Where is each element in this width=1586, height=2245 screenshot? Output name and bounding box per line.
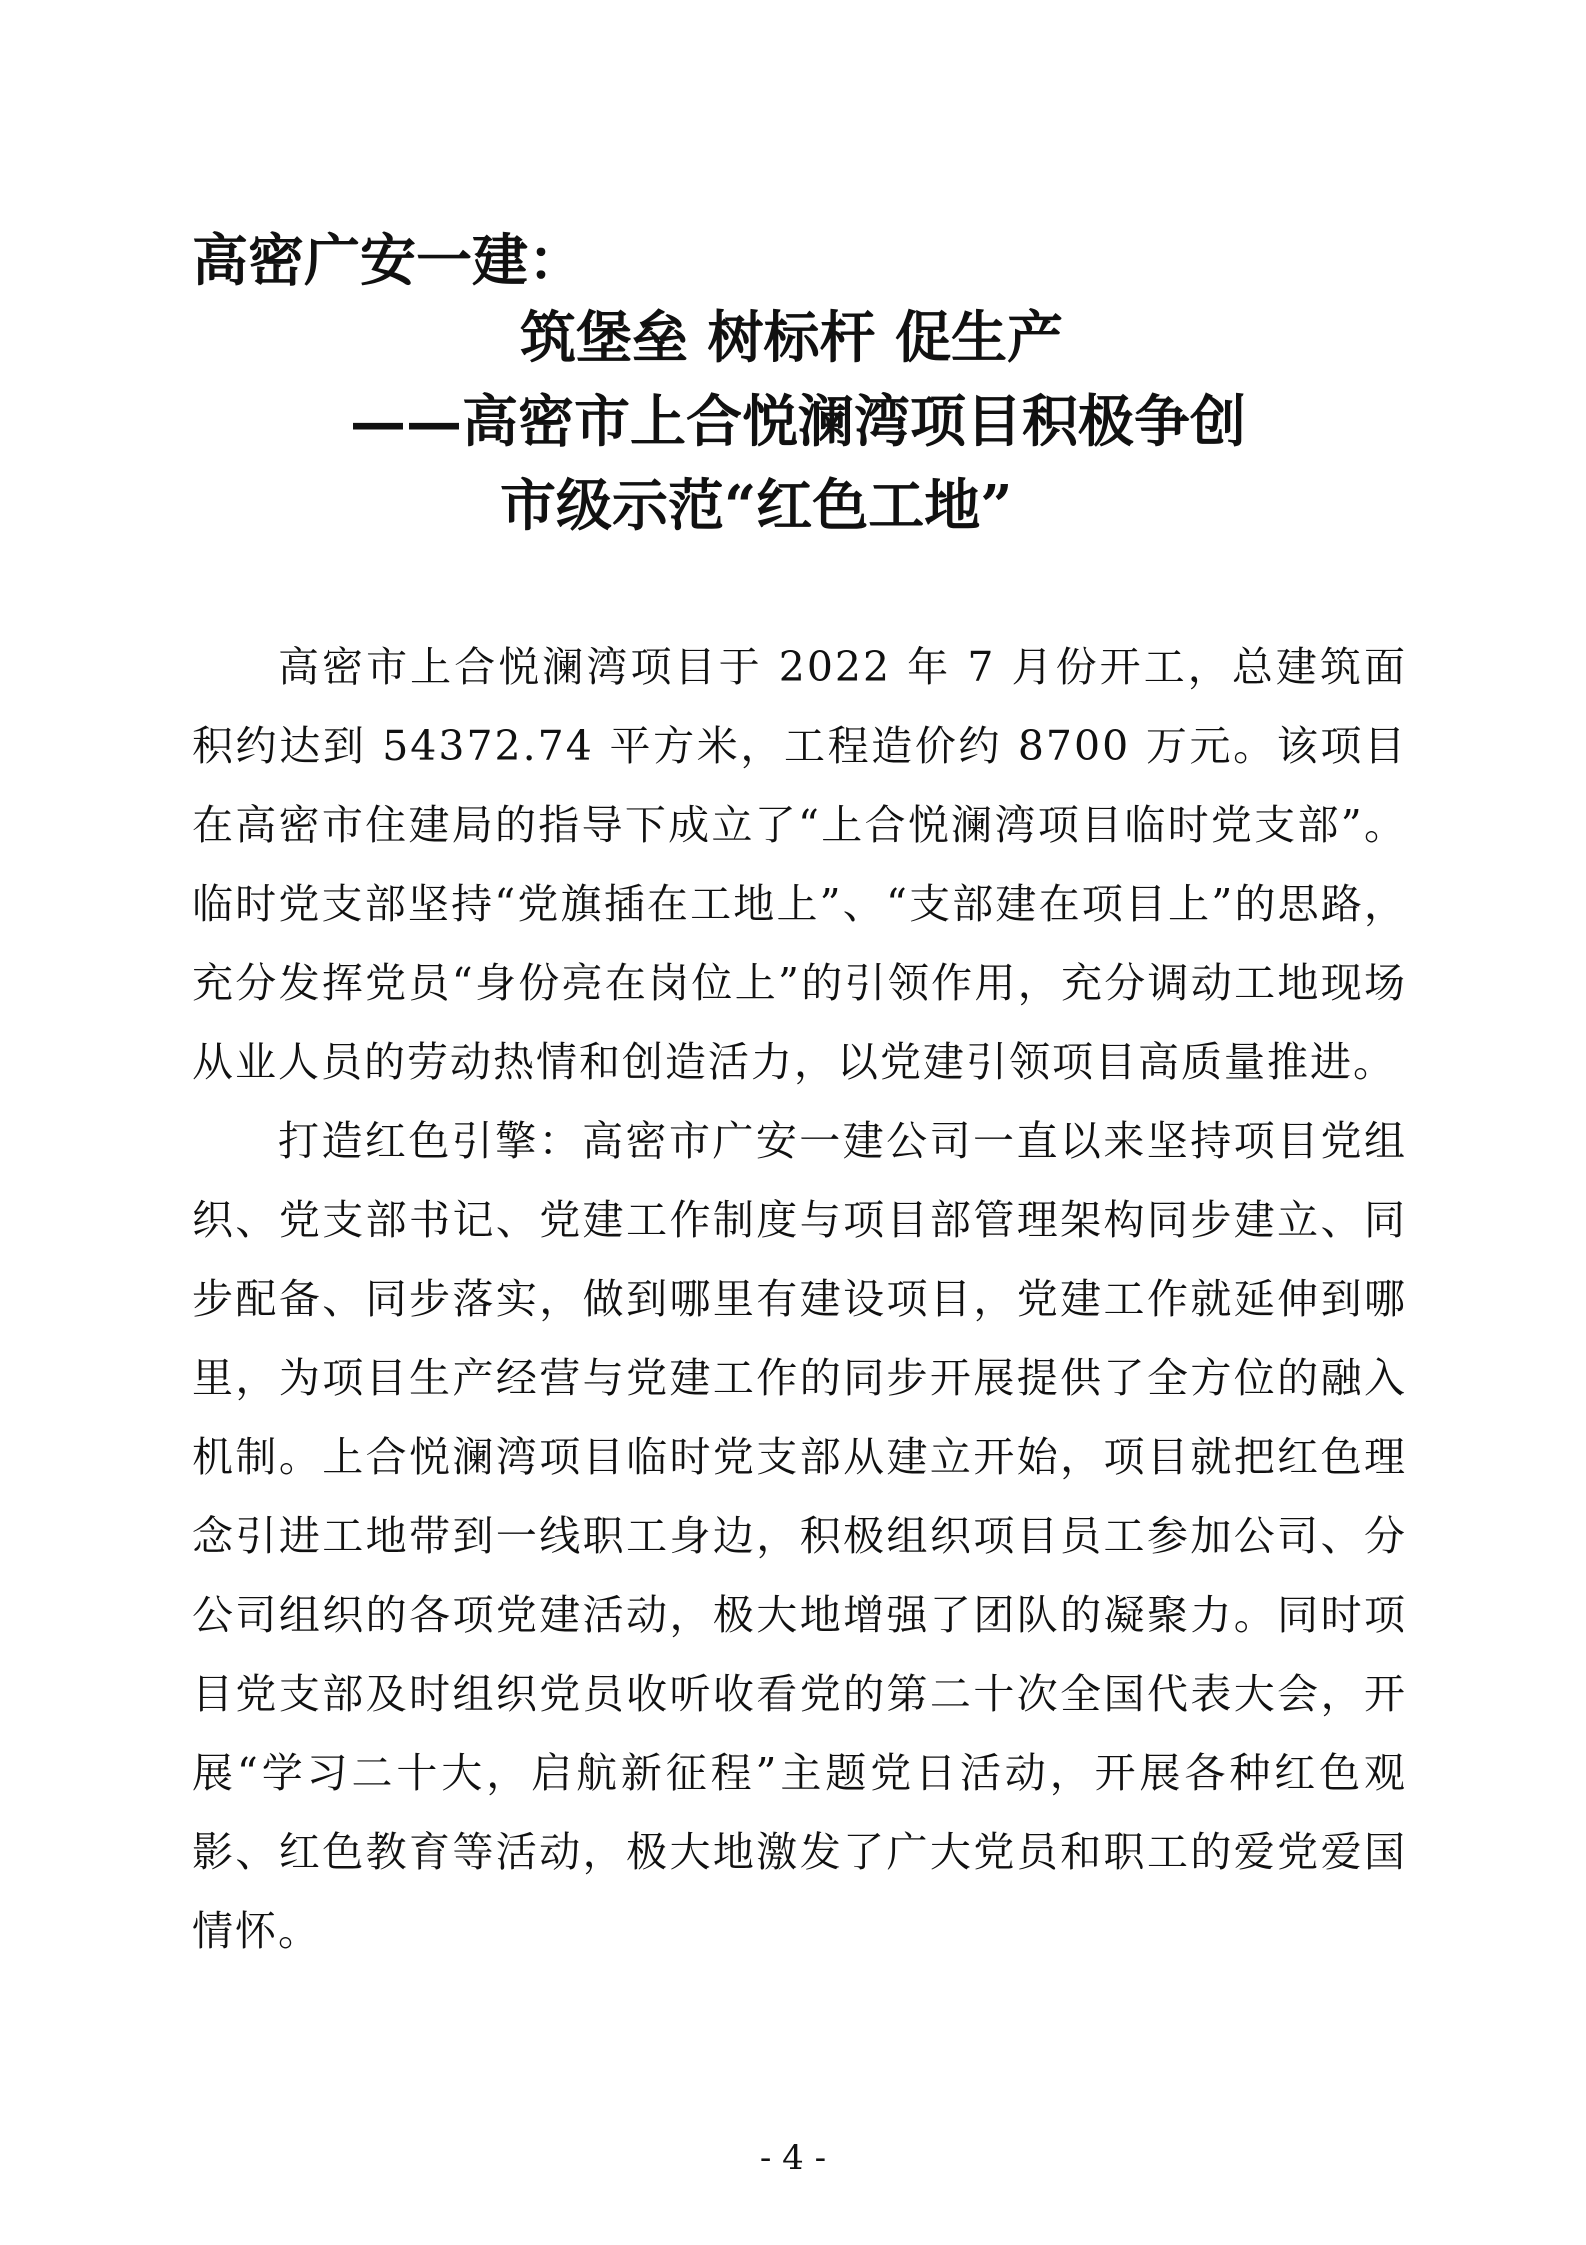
- title-line-2: ——高密市上合悦澜湾项目积极争创: [350, 389, 1246, 455]
- title-line-3: 市级示范“红色工地”: [500, 473, 1013, 539]
- page-number: - 4 -: [759, 2138, 827, 2178]
- article-body: [192, 628, 1407, 1971]
- title-line-1: 筑堡垒 树标杆 促生产: [520, 305, 1063, 371]
- article-title: [230, 296, 1330, 548]
- paragraph-2: 打造红色引擎：高密市广安一建公司一直以来坚持项目党组织、党支部书记、党建工作制度与项目部管理架构同步建立、同步配备、同步落实，做到哪里有建设项目，党建工作就延伸到哪里，为项目生产经营与党建工作的同步开展提供了全方位的融入机制。上合悦澜湾项目临时党支部从建立开始，项目就把红色理念引进工地带到一线职工身边，积极组织项目员工参加公司、分公司组织的各项党建活动，极大地增强了团队的凝聚力。同时项目党支部及时组织党员收听收看党的第二十次全国代表大会，开展“学习二十大，启航新征程”主题党日活动，开展各种红色观影、红色教育等活动，极大地激发了广大党员和职工的爱党爱国情怀。: [192, 1117, 1407, 1955]
- paragraph-1: 高密市上合悦澜湾项目于 2022 年 7 月份开工，总建筑面积约达到 54372.74 平方米，工程造价约 8700 万元。该项目在高密市住建局的指导下成立了“上合悦澜湾项目临时党支部”。临时党支部坚持“党旗插在工地上”、“支部建在项目上”的思路，充分发挥党员“身份亮在岗位上”的引领作用，充分调动工地现场从业人员的劳动热情和创造活力，以党建引领项目高质量推进。: [192, 643, 1407, 1086]
- article-kicker: 高密广安一建：: [192, 228, 584, 294]
